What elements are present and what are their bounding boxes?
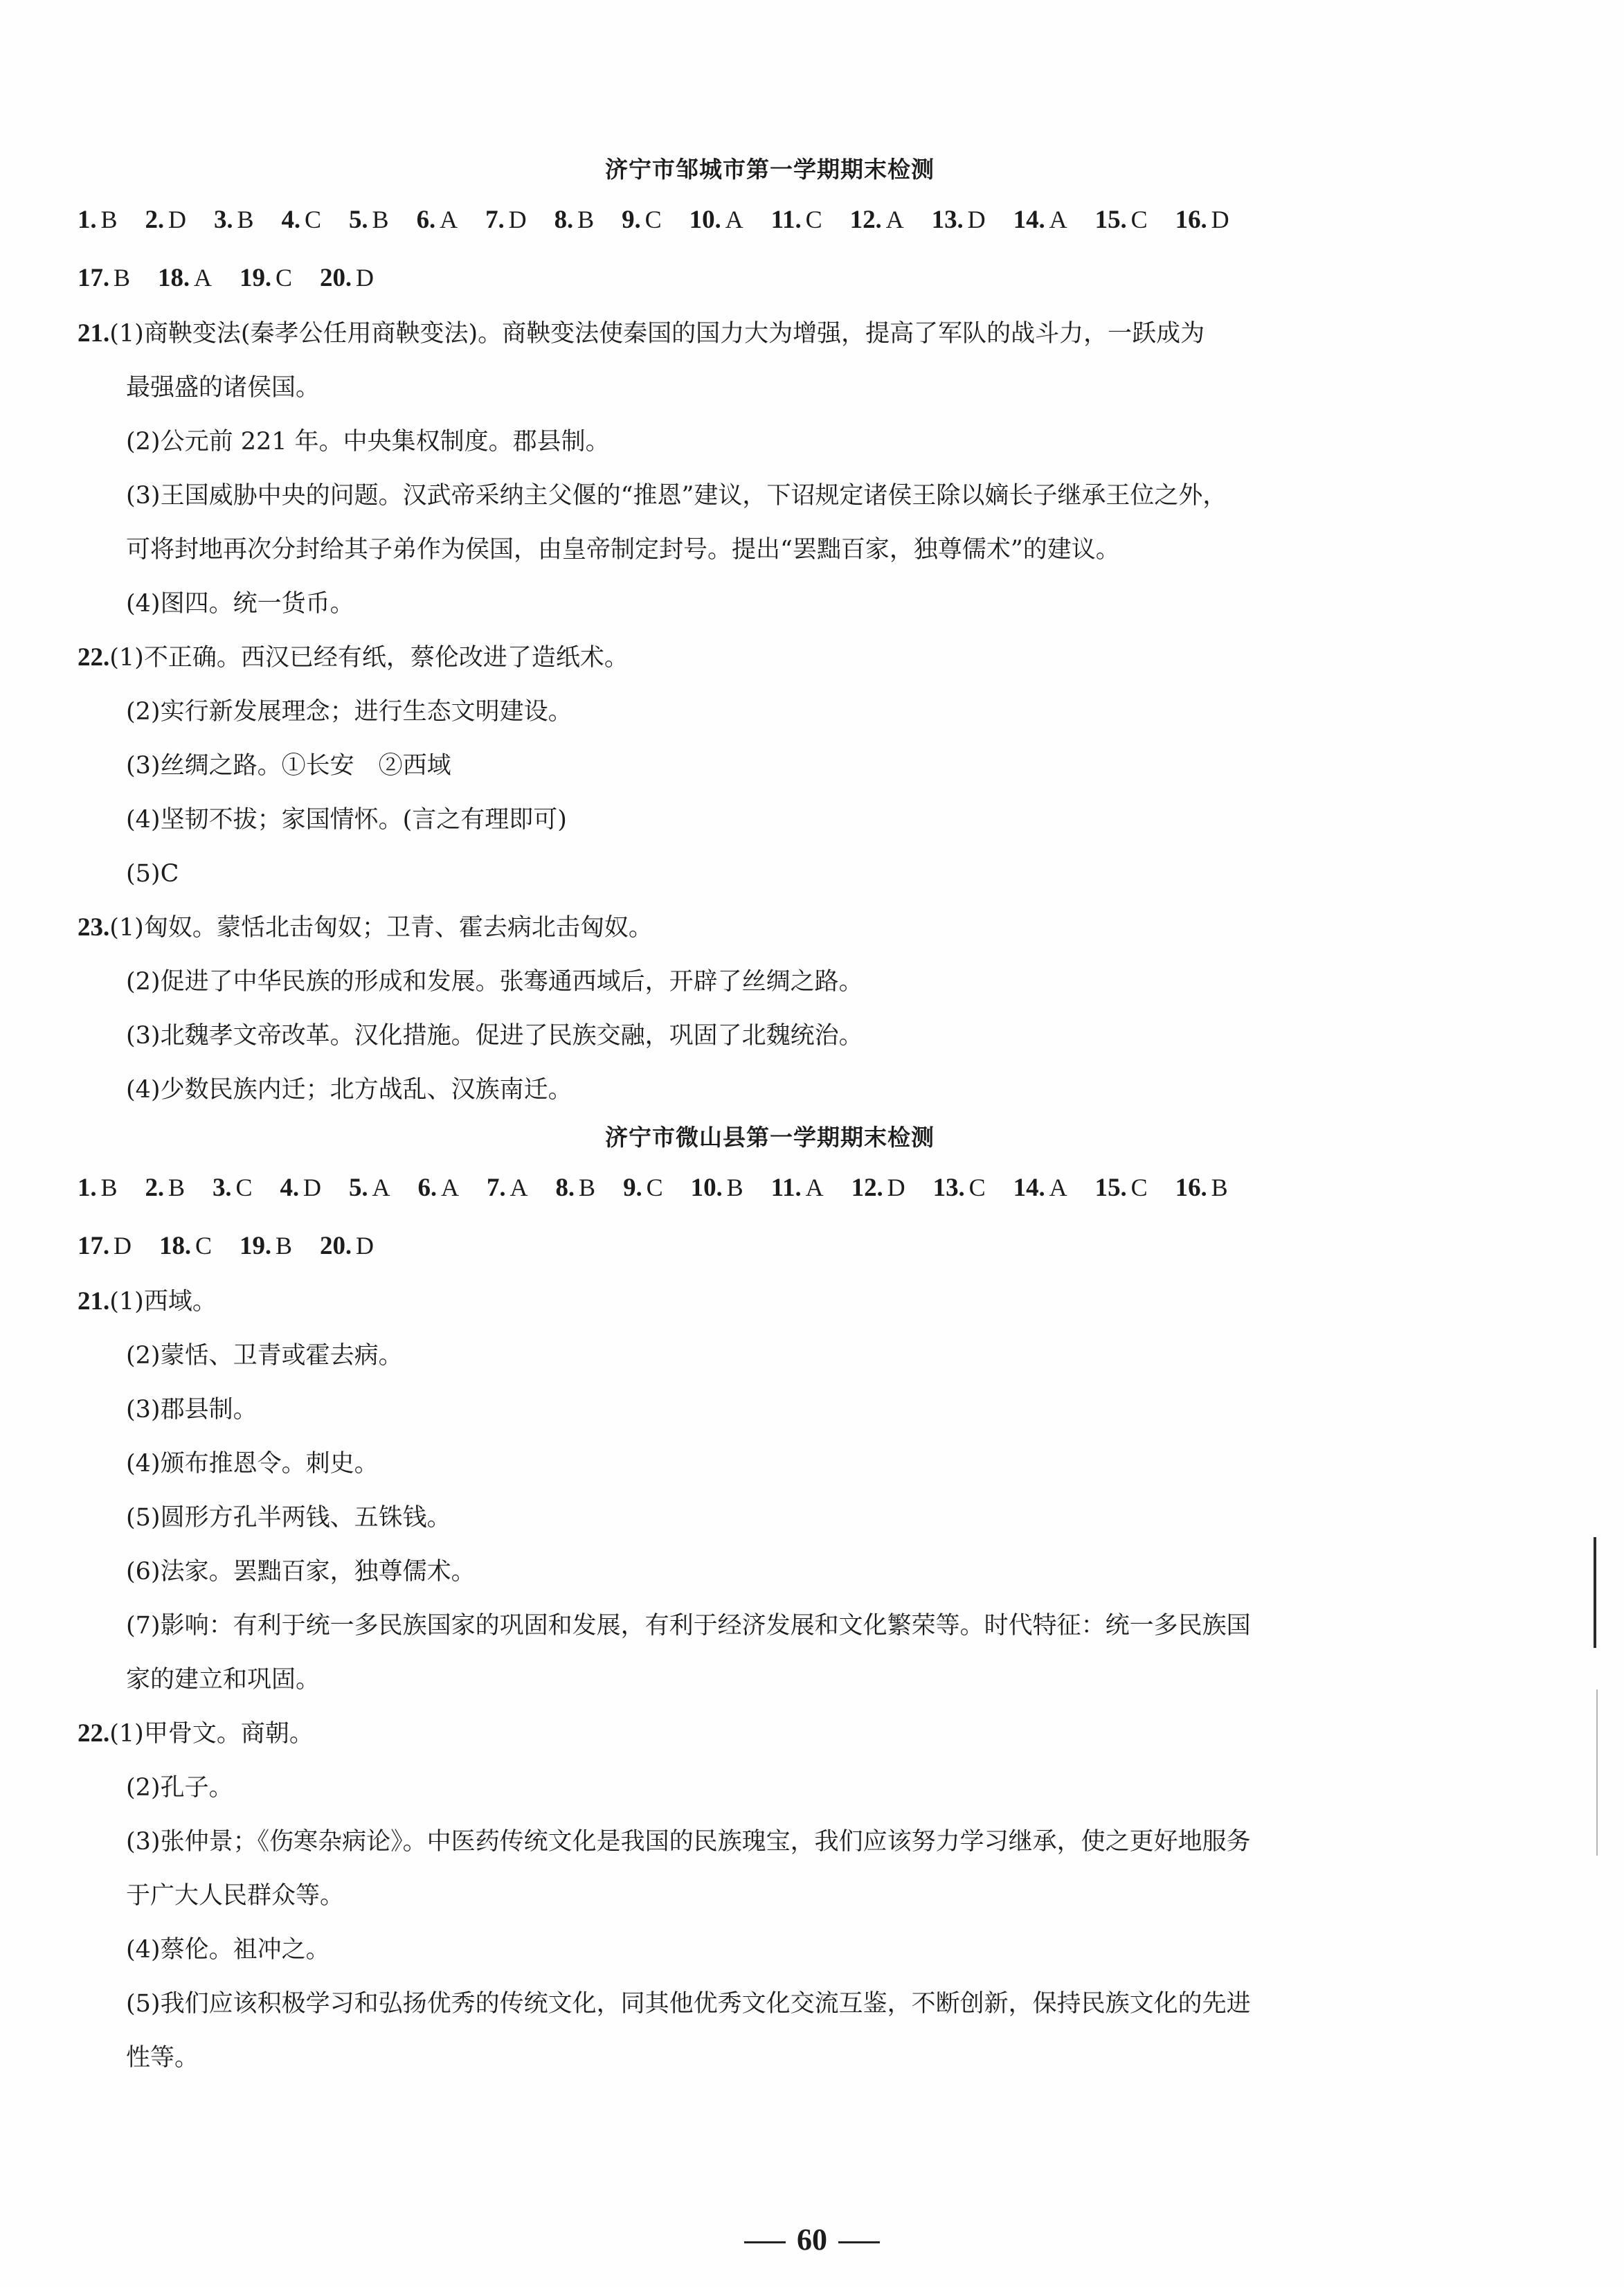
answer-text: (3)郡县制。	[126, 1396, 258, 1424]
mc-answer-item	[771, 190, 822, 249]
mc-dot: .	[345, 1232, 352, 1259]
mc-dot: .	[714, 206, 721, 233]
mc-answer-item	[1013, 1158, 1067, 1217]
answer-text: (2)孔子。	[126, 1774, 233, 1802]
mc-dot: .	[567, 206, 574, 233]
mc-answer-letter: B	[1211, 1174, 1228, 1201]
mc-answer-item	[320, 249, 374, 307]
question-line	[78, 631, 1462, 685]
mc-answer-item	[933, 1158, 986, 1217]
mc-answer-item	[623, 1158, 663, 1217]
mc-answer-letter: B	[237, 206, 254, 233]
mc-dot: .	[716, 1174, 723, 1201]
mc-answer-letter: C	[1130, 1174, 1148, 1201]
mc-answer-item	[349, 1158, 390, 1217]
mc-dot: .	[185, 1232, 191, 1259]
mc-answer-letter: A	[372, 1174, 390, 1201]
mc-answer-item	[158, 249, 212, 307]
mc-question-number: 1	[78, 1174, 91, 1202]
question-line	[78, 307, 1462, 361]
mc-answer-item	[850, 190, 904, 249]
mc-answer-item	[78, 249, 130, 307]
question-line	[78, 1275, 1462, 1329]
mc-answer-item	[851, 1158, 905, 1217]
mc-answer-item	[78, 1217, 132, 1275]
mc-dot: .	[429, 206, 436, 233]
mc-answer-letter: A	[1049, 206, 1067, 233]
mc-dot: .	[499, 1174, 506, 1201]
mc-question-number: 15	[1094, 206, 1121, 234]
mc-dot: .	[795, 206, 802, 233]
question-number: 22.	[78, 1719, 110, 1748]
mc-answer-letter: A	[805, 1174, 824, 1201]
mc-answer-letter: C	[646, 1174, 663, 1201]
answer-text: (3)王国威胁中央的问题。汉武帝采纳主父偃的“推恩”建议，下诏规定诸侯王除以嫡长子继承王位之外，	[126, 482, 1227, 510]
mc-dot: .	[1200, 1174, 1207, 1201]
mc-answer-item	[622, 190, 662, 249]
answer-text: (7)影响：有利于统一多民族国家的巩固和发展，有利于经济发展和文化繁荣等。时代特征：统一多民族国	[126, 1612, 1251, 1640]
mc-question-number: 8	[555, 1174, 569, 1202]
mc-dot: .	[795, 1174, 802, 1201]
mc-dot: .	[1200, 206, 1207, 233]
mc-dot: .	[1038, 1174, 1045, 1201]
mc-question-number: 13	[932, 1174, 959, 1202]
mc-answer-letter: C	[1130, 206, 1148, 233]
question-line	[78, 901, 1462, 955]
mc-question-number: 18	[158, 264, 184, 292]
page-content	[78, 149, 1462, 2085]
mc-answer-letter: B	[276, 1232, 293, 1259]
mc-question-number: 10	[689, 206, 715, 234]
mc-answer-item	[1013, 190, 1067, 249]
mc-answer-letter: D	[508, 206, 527, 233]
mc-question-number: 20	[320, 1232, 346, 1260]
mc-answer-letter: B	[100, 206, 118, 233]
mc-answer-letter: B	[579, 1174, 596, 1201]
mc-answer-item	[1175, 1158, 1228, 1217]
mc-answer-letter: D	[356, 1232, 375, 1259]
answer-text: 于广大人民群众等。	[126, 1882, 345, 1910]
mc-question-number: 7	[487, 1174, 500, 1202]
answer-text: 性等。	[126, 2044, 199, 2072]
mc-question-number: 2	[145, 206, 159, 234]
mc-dot: .	[1120, 206, 1127, 233]
mc-answer-letter: D	[303, 1174, 322, 1201]
mc-dot: .	[293, 1174, 300, 1201]
mc-answer-letter: B	[100, 1174, 118, 1201]
mc-answer-letter: C	[968, 1174, 986, 1201]
mc-dot: .	[635, 1174, 642, 1201]
mc-answer-item	[1175, 190, 1229, 249]
answer-text: (4)图四。统一货币。	[126, 590, 354, 618]
mc-answer-letter: B	[577, 206, 595, 233]
mc-answer-item	[689, 190, 743, 249]
mc-question-number: 12	[851, 1174, 877, 1202]
mc-answer-letter: B	[168, 1174, 186, 1201]
mc-dot: .	[634, 206, 641, 233]
mc-dot: .	[345, 264, 352, 292]
answer-text: (2)促进了中华民族的形成和发展。张骞通西域后，开辟了丝绸之路。	[126, 968, 863, 996]
mc-question-number: 14	[1013, 206, 1039, 234]
mc-dot: .	[431, 1174, 437, 1201]
mc-question-number: 20	[320, 264, 346, 292]
page-number: 60	[797, 2223, 827, 2257]
mc-answer-letter: C	[805, 206, 822, 233]
mc-dot: .	[103, 264, 109, 292]
mc-answer-item	[349, 190, 389, 249]
mc-dot: .	[957, 206, 964, 233]
mc-question-number: 18	[159, 1232, 185, 1260]
mc-answer-item	[487, 1158, 528, 1217]
answer-text: (1)匈奴。蒙恬北击匈奴；卫青、霍去病北击匈奴。	[109, 914, 653, 942]
mc-question-number: 11	[770, 1174, 795, 1202]
footer-dash-left	[744, 2241, 786, 2243]
mc-answer-item	[691, 1158, 743, 1217]
mc-answer-letter: D	[356, 264, 375, 292]
mc-question-number: 3	[214, 206, 227, 234]
mc-answer-letter: C	[235, 1174, 253, 1201]
mc-dot: .	[158, 206, 165, 233]
mc-question-number: 13	[931, 206, 957, 234]
answer-text: (1)西域。	[109, 1288, 217, 1316]
mc-question-number: 16	[1175, 206, 1201, 234]
answer-text: (2)蒙恬、卫青或霍去病。	[126, 1342, 403, 1370]
mc-answers-row	[78, 1217, 1462, 1275]
mc-question-number: 6	[416, 206, 430, 234]
mc-question-number: 19	[240, 264, 266, 292]
mc-answer-letter: A	[509, 1174, 528, 1201]
answer-text: (1)商鞅变法(秦孝公任用商鞅变法)。商鞅变法使秦国的国力大为增强，提高了军队的战斗力，一跃成为	[109, 320, 1205, 348]
answer-text: (1)不正确。西汉已经有纸，蔡伦改进了造纸术。	[109, 644, 629, 672]
answer-text: (1)甲骨文。商朝。	[109, 1720, 314, 1748]
mc-dot: .	[1038, 206, 1045, 233]
mc-answers-row	[78, 1158, 1462, 1217]
mc-dot: .	[158, 1174, 165, 1201]
mc-answer-item	[418, 1158, 460, 1217]
mc-answers-row	[78, 249, 1462, 307]
answer-text: (4)蔡伦。祖冲之。	[126, 1936, 330, 1964]
answer-text: (5)C	[126, 860, 179, 888]
mc-question-number: 9	[623, 1174, 636, 1202]
mc-dot: .	[90, 1174, 97, 1201]
mc-question-number: 8	[554, 206, 568, 234]
mc-question-number: 5	[349, 206, 362, 234]
mc-dot: .	[225, 1174, 232, 1201]
mc-answer-letter: D	[887, 1174, 905, 1201]
scan-edge-mark	[1594, 1537, 1596, 1648]
mc-question-number: 2	[145, 1174, 159, 1202]
mc-question-number: 14	[1013, 1174, 1039, 1202]
page-number-footer	[0, 2216, 1624, 2264]
mc-dot: .	[876, 1174, 883, 1201]
mc-answer-item	[280, 1158, 322, 1217]
mc-answer-item	[145, 190, 187, 249]
mc-answer-letter: B	[372, 206, 389, 233]
mc-question-number: 11	[770, 206, 795, 234]
answer-text: 可将封地再次分封给其子弟作为侯国，由皇帝制定封号。提出“罢黜百家，独尊儒术”的建议。	[126, 536, 1120, 564]
answer-text: (6)法家。罢黜百家，独尊儒术。	[126, 1558, 476, 1586]
mc-answer-letter: C	[276, 264, 293, 292]
mc-answer-item	[1095, 190, 1148, 249]
mc-dot: .	[498, 206, 505, 233]
mc-answer-letter: A	[194, 264, 213, 292]
mc-dot: .	[875, 206, 882, 233]
mc-question-number: 17	[78, 264, 103, 292]
mc-answer-item	[214, 190, 254, 249]
question-number: 21.	[78, 319, 110, 348]
answer-text: (4)少数民族内迁；北方战乱、汉族南迁。	[126, 1076, 572, 1104]
mc-dot: .	[103, 1232, 109, 1259]
mc-answer-item	[320, 1217, 374, 1275]
mc-question-number: 15	[1094, 1174, 1121, 1202]
section-title-weishan: 济宁市微山县第一学期期末检测	[605, 1124, 935, 1151]
mc-answer-item	[159, 1217, 212, 1275]
mc-dot: .	[361, 1174, 368, 1201]
mc-answer-letter: D	[114, 1232, 132, 1259]
mc-answer-item	[282, 190, 322, 249]
mc-question-number: 1	[78, 206, 91, 234]
mc-dot: .	[568, 1174, 575, 1201]
mc-answer-letter: B	[114, 264, 131, 292]
mc-answer-item	[417, 190, 458, 249]
mc-question-number: 17	[78, 1232, 103, 1260]
mc-question-number: 6	[417, 1174, 431, 1202]
mc-question-number: 4	[280, 1174, 294, 1202]
mc-answer-item	[485, 190, 527, 249]
mc-answer-item	[932, 190, 986, 249]
scan-edge-mark	[1596, 1689, 1598, 1856]
mc-question-number: 9	[622, 206, 635, 234]
mc-question-number: 19	[240, 1232, 266, 1260]
mc-answer-item	[240, 249, 292, 307]
mc-answer-letter: A	[1049, 1174, 1067, 1201]
mc-answer-item	[556, 1158, 596, 1217]
mc-answer-item	[213, 1158, 253, 1217]
mc-dot: .	[183, 264, 190, 292]
mc-dot: .	[226, 206, 233, 233]
answer-text: (3)丝绸之路。①长安 ②西域	[126, 752, 451, 780]
answer-text: (3)北魏孝文帝改革。汉化措施。促进了民族交融，巩固了北魏统治。	[126, 1022, 863, 1050]
mc-dot: .	[265, 1232, 272, 1259]
mc-question-number: 5	[349, 1174, 362, 1202]
mc-answer-item	[78, 190, 118, 249]
mc-answer-letter: C	[195, 1232, 213, 1259]
mc-dot: .	[361, 206, 368, 233]
mc-answers-row	[78, 190, 1462, 249]
mc-question-number: 10	[690, 1174, 716, 1202]
mc-answer-item	[145, 1158, 186, 1217]
mc-answer-letter: C	[644, 206, 662, 233]
question-number: 23.	[78, 913, 110, 942]
mc-dot: .	[958, 1174, 965, 1201]
answer-text: 最强盛的诸侯国。	[126, 374, 321, 402]
mc-answer-letter: A	[440, 206, 458, 233]
mc-answer-letter: B	[726, 1174, 743, 1201]
mc-answer-item	[1095, 1158, 1148, 1217]
mc-answer-letter: D	[967, 206, 986, 233]
mc-answer-letter: A	[885, 206, 904, 233]
mc-dot: .	[1120, 1174, 1127, 1201]
mc-question-number: 16	[1175, 1174, 1201, 1202]
mc-question-number: 3	[213, 1174, 226, 1202]
mc-answer-letter: A	[725, 206, 743, 233]
mc-answer-letter: D	[1211, 206, 1229, 233]
section-title-zoucheng: 济宁市邹城市第一学期期末检测	[605, 156, 935, 183]
mc-answer-item	[240, 1217, 292, 1275]
answer-text: (5)我们应该积极学习和弘扬优秀的传统文化，同其他优秀文化交流互鉴，不断创新，保持民族文化的先进	[126, 1990, 1251, 2018]
answer-text: (5)圆形方孔半两钱、五铢钱。	[126, 1504, 451, 1532]
answer-text: 家的建立和巩固。	[126, 1666, 321, 1694]
mc-dot: .	[90, 206, 97, 233]
question-number: 22.	[78, 643, 110, 672]
footer-dash-right	[838, 2241, 880, 2243]
mc-question-number: 4	[281, 206, 295, 234]
answer-text: (4)坚韧不拔；家国情怀。(言之有理即可)	[126, 806, 567, 834]
mc-dot: .	[294, 206, 301, 233]
mc-answer-item	[554, 190, 595, 249]
mc-answer-letter: C	[305, 206, 322, 233]
mc-answer-letter: D	[168, 206, 187, 233]
answer-text: (3)张仲景；《伤寒杂病论》。中医药传统文化是我国的民族瑰宝，我们应该努力学习继承，使之更好地服务	[126, 1828, 1251, 1856]
mc-dot: .	[265, 264, 272, 292]
question-line	[78, 1707, 1462, 1761]
mc-answer-item	[771, 1158, 824, 1217]
answer-text: (4)颁布推恩令。刺史。	[126, 1450, 379, 1478]
question-number: 21.	[78, 1287, 110, 1316]
answer-text: (2)实行新发展理念；进行生态文明建设。	[126, 698, 572, 726]
answer-text: (2)公元前 221 年。中央集权制度。郡县制。	[126, 428, 610, 456]
mc-answer-item	[78, 1158, 118, 1217]
mc-question-number: 12	[849, 206, 876, 234]
mc-question-number: 7	[485, 206, 498, 234]
mc-answer-letter: A	[441, 1174, 460, 1201]
